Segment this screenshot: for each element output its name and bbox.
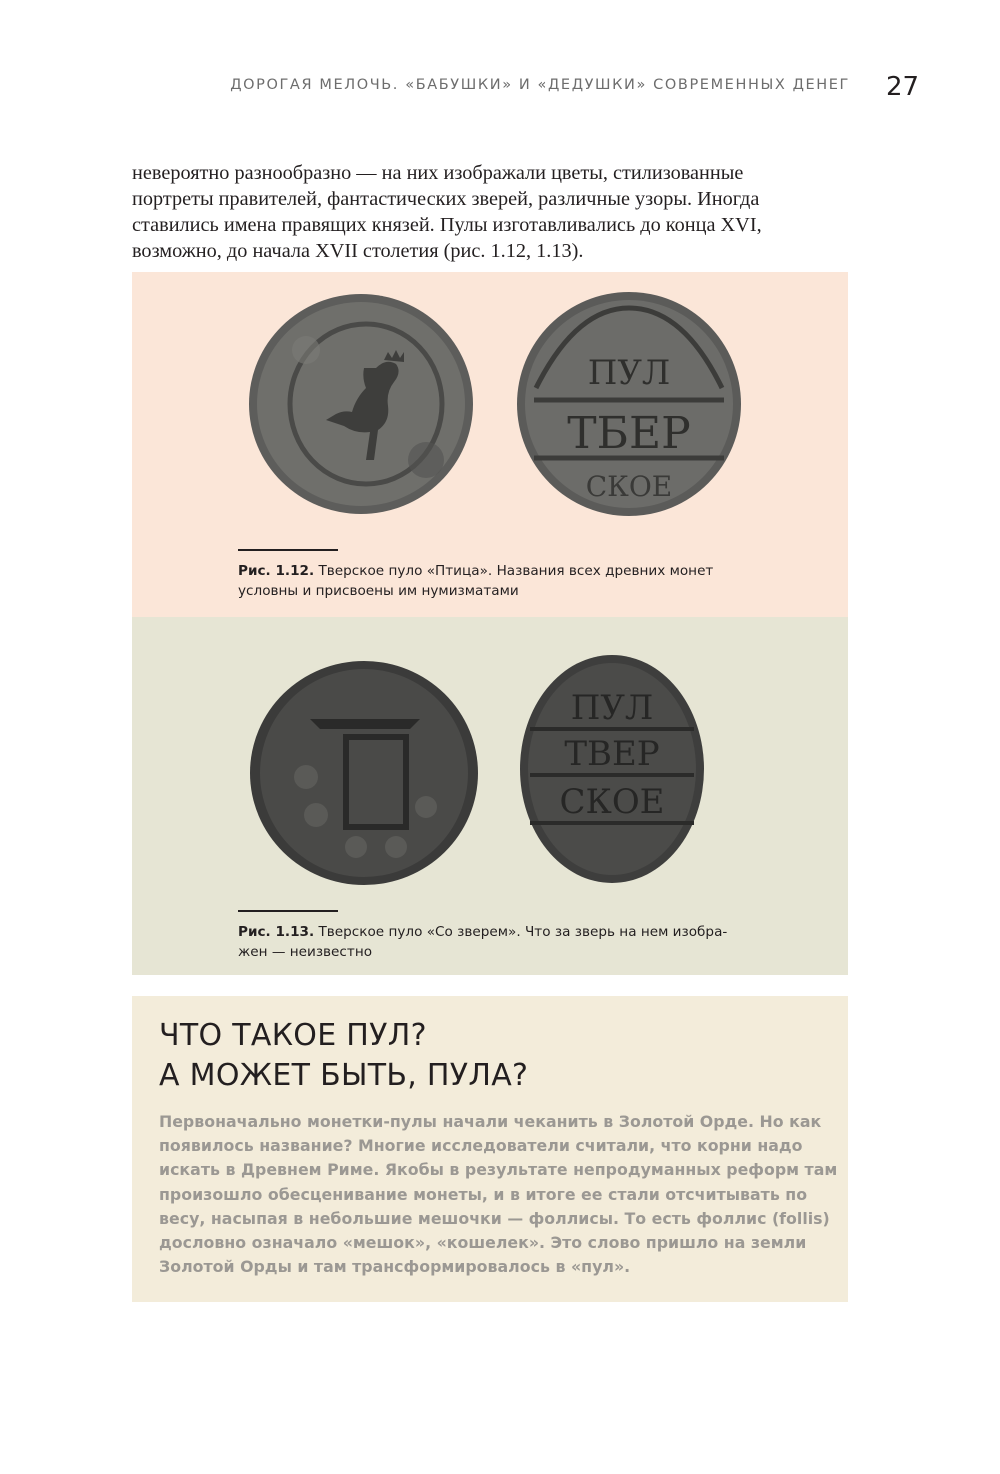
sidebar-title-line: А МОЖЕТ БЫТЬ, ПУЛА? bbox=[159, 1058, 529, 1093]
bird-coin-obverse-image bbox=[246, 290, 476, 518]
sidebar-line: весу, насыпая в небольшие мешочки — фоллисы. То есть фоллис (follis) bbox=[159, 1208, 830, 1228]
figure-1-12-panel bbox=[132, 272, 848, 617]
coin-inscription: ПУЛ bbox=[587, 353, 671, 393]
beast-coin-obverse-image bbox=[246, 657, 482, 889]
caption-text: Тверское пуло «Со зверем». Что за зверь на нем изобра- bbox=[314, 924, 728, 940]
sidebar-line: дословно означало «мешок», «кошелек». Это слово пришло на земли bbox=[159, 1233, 807, 1253]
caption-line: жен — неизвестно bbox=[238, 944, 373, 960]
sidebar-text bbox=[159, 1110, 839, 1279]
body-line: невероятно разнообразно — на них изображали цветы, стилизованные bbox=[132, 162, 744, 184]
caption-line bbox=[238, 561, 758, 581]
body-line: ставились имена правящих князей. Пулы изготавливались до конца XVI, bbox=[132, 214, 762, 236]
coin-inscription: ТВЕР bbox=[564, 734, 660, 774]
caption-rule bbox=[238, 910, 338, 912]
caption-rule bbox=[238, 549, 338, 551]
body-paragraph bbox=[132, 160, 848, 264]
bird-coin-reverse-image bbox=[514, 288, 744, 520]
coin-inscription: СКОЕ bbox=[559, 782, 665, 822]
sidebar-line: произошло обесценивание монеты, и в итоге ее стали отсчитывать по bbox=[159, 1184, 808, 1204]
caption-line: условны и присвоены им нумизматами bbox=[238, 583, 519, 599]
caption-line bbox=[238, 922, 758, 942]
running-head: ДОРОГАЯ МЕЛОЧЬ. «БАБУШКИ» И «ДЕДУШКИ» СОВРЕМЕННЫХ ДЕНЕГ bbox=[230, 77, 850, 93]
coin-inscription: ТБЕР bbox=[567, 408, 691, 459]
sidebar-line: Золотой Орды и там трансформировалось в «пул». bbox=[159, 1257, 631, 1277]
body-line: портреты правителей, фантастических зверей, различные узоры. Иногда bbox=[132, 188, 760, 210]
sidebar-line: искать в Древнем Риме. Якобы в результате непродуманных реформ там bbox=[159, 1160, 838, 1180]
sidebar-title bbox=[159, 1016, 528, 1096]
beast-coin-reverse-image bbox=[516, 651, 708, 887]
figure-label: Рис. 1.13. bbox=[238, 924, 315, 940]
coin-inscription: СКОЕ bbox=[585, 470, 673, 503]
figure-1-13-panel bbox=[132, 617, 848, 975]
body-line: возможно, до начала XVII столетия (рис. 1.12, 1.13). bbox=[132, 240, 584, 262]
figure-caption bbox=[238, 561, 758, 601]
figure-caption bbox=[238, 922, 758, 962]
sidebar-line: Первоначально монетки-пулы начали чеканить в Золотой Орде. Но как bbox=[159, 1112, 822, 1131]
sidebar-title-line: ЧТО ТАКОЕ ПУЛ? bbox=[159, 1018, 427, 1053]
sidebar-line: появилось название? Многие исследователи считали, что корни надо bbox=[159, 1136, 803, 1156]
coin-inscription: ПУЛ bbox=[570, 688, 654, 728]
page-number: 27 bbox=[886, 72, 920, 102]
figure-label: Рис. 1.12. bbox=[238, 563, 315, 579]
sidebar-box bbox=[132, 996, 848, 1302]
caption-text: Тверское пуло «Птица». Названия всех древних монет bbox=[314, 563, 714, 579]
